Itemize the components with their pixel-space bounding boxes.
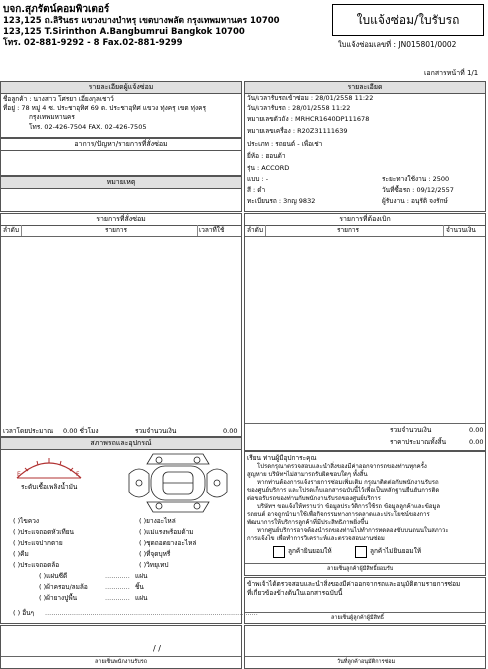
staff-sign-box [0, 625, 242, 669]
confirm-line: ที่เกี่ยวข้องข้างต้นในเอกสารฉบับนี้ [247, 589, 343, 597]
tool-item[interactable]: ( )คีม [13, 550, 29, 558]
tool-item[interactable]: ( )แม่แรงพร้อมด้าม [139, 528, 194, 536]
details-box [244, 81, 486, 212]
fuel-gauge-icon [13, 454, 85, 480]
notice-line: พัฒนาการให้บริการลูกค้าที่มีประสิทธิภาพยิ่งขึ้น [247, 519, 369, 526]
car-model-no: แบบ : - [247, 175, 269, 183]
condition-header: สภาพรถและอุปกรณ์ [1, 438, 241, 450]
customer-name: ชื่อลูกค้า : นางสาว โศรยา เอี่ยงกุลเชาว์ [3, 95, 114, 103]
notice-line: รถยนต์ อาจถูกนำมาใช้เพื่อกิจกรรมทางการตลาดและประโยชน์ของการ [247, 511, 430, 518]
car-diagram-icon [119, 452, 237, 514]
estimate-hours: 0.00 ชั่วโมง [63, 427, 99, 435]
notice-title: เรียน ท่านผู้มีอุปการะคุณ [247, 454, 317, 462]
disagree-checkbox[interactable] [355, 546, 367, 558]
tool-item[interactable]: ( )ชุดถอดยางอะไหล่ [139, 539, 197, 547]
unit-label: ชิ้น [135, 583, 144, 591]
tool-item[interactable]: ( )วิทยุเทป [139, 561, 169, 569]
charge-col-item: รายการ [337, 226, 360, 234]
remark-box [0, 176, 242, 212]
staff-date: / / [153, 644, 161, 653]
chassis-number: หมายเลขตัวถัง : MRHCR1640DP111678 [247, 115, 370, 123]
notice-line: ของศูนย์บริการ และโปรดเก็บเอกสารฉบับนี้ไว้เพื่อเป็นหลักฐานยืนยันการติด [247, 487, 440, 494]
car-mileage: ระยะทางใช้งาน : 2500 [382, 175, 450, 183]
condition-box: สภาพรถและอุปกรณ์ E F ระดับเชื้อเพลิงน้ำมัน ( )ไขควง ( )ประแจถอดหัวเทียน ( )ประแจปากตาย ( )คีม ( )ประแจถอดล้อ ( )แผ่นซีดี ( )ผ้าครอบ/ลมล้อ ( )ผ้ายางปูพื้น ( )ยางอะไหล่ ( )แม่แรงพร้อมด้าม ( )ชุดถอดยางอะไหล่ ( )ที่จุดบุหรี่ ( )วิทยุเทป ............ แผ่น ............ ชิ้น ............ แผ่น ( ) อื่นๆ ....................................................................................................... [0, 437, 242, 624]
company-phone: โทร. 02-881-9292 - 8 Fax.02-881-9299 [3, 38, 183, 48]
customer-address: ที่อยู่ : 78 หมู่ 4 ซ. ประชาอุทิศ 69 ต. ประชาอุทิศ แขวง ทุ่งครุ เขต ทุ่งครุ [3, 104, 206, 112]
svg-text:F: F [76, 471, 80, 478]
customer-header: รายละเอียดผู้แจ้งซ่อม [1, 82, 241, 94]
car-color: สี : ดำ [247, 186, 266, 194]
symptom-header: อาการ/ปัญหา/รายการที่สั่งซ่อม [1, 139, 241, 151]
notice-line: โปรดกรุณาตรวจสอบและนำสิ่งของมีค่าออกจากรถของท่านทุกครั้ง [257, 463, 427, 470]
repair-list-header: รายการที่สั่งซ่อม [1, 214, 241, 226]
charge-list-header: รายการที่ต้องเบิก [245, 214, 485, 226]
charge-list-box [244, 213, 486, 451]
charge-col-amount: จำนวนเงิน [446, 226, 476, 234]
customer-address-city: กรุงเทพมหานคร [29, 113, 75, 121]
repair-col-no: ลำดับ [3, 226, 19, 234]
delivery-date: วัน/เวลารับรถ : 28/01/2558 11:22 [247, 104, 351, 112]
car-model: รุ่น : ACCORD [247, 164, 290, 172]
repair-col-item: รายการ [105, 226, 128, 234]
estimate-time-label: เวลาโดยประมาณ [3, 427, 54, 435]
tool-item[interactable]: ( )ประแจปากตาย [13, 539, 63, 547]
charge-price-value: 0.00 [469, 438, 484, 446]
notice-line: หากท่านต้องการแจ้งรายการซ่อมเพิ่มเติม กรุณาติดต่อกับพนักงานรับรถ [257, 479, 439, 486]
repair-total-value: 0.00 [223, 427, 238, 435]
svg-text:E: E [17, 471, 21, 478]
charge-col-no: ลำดับ [247, 226, 263, 234]
repair-list-box [0, 213, 242, 437]
notice-line: การแจ้งไข เพื่อทำการวิเคราะห์และตรวจสอบงานซ่อม [247, 535, 385, 542]
document-title: ใบแจ้งซ่อม/ใบรับรถ [332, 4, 484, 36]
symptom-box [0, 138, 242, 176]
customer-sign-box [244, 625, 486, 669]
notice-box [244, 451, 486, 576]
other-item[interactable]: ( ) อื่นๆ [13, 609, 35, 617]
notice-line: หากศูนย์บริการอาจต้องนำรถของท่านไปทำการทดลองขับบนถนนในสภาวะ [257, 527, 449, 534]
notice-sign-label: ลายเซ็นลูกค้าผู้มีสิทธิ์ยอมรับ [327, 566, 394, 572]
received-date: วัน/เวลารับรถเข้าซ่อม : 28/01/2558 11:22 [247, 94, 374, 102]
plate-number: ทะเบียนรถ : 3กญ 9832 [247, 197, 316, 205]
car-brand: ยี่ห้อ : ฮอนด้า [247, 152, 286, 160]
notice-line: สูญหาย บริษัทฯไม่สามารถรับผิดชอบใดๆ ทั้งสิ้น [247, 471, 368, 478]
company-address-en: 123,125 T.Sirinthon A.Bangbumrui Bangkok 10700 [3, 27, 245, 37]
company-address-th: 123,125 ถ.ลิรินธร แขวงบางบำหรุ เขตบางพลัด กรุงเทพมหานคร 10700 [3, 16, 280, 26]
disagree-label: ลูกค้าไม่ยินยอมให้ [370, 547, 422, 555]
tool-item[interactable]: ( )แผ่นซีดี [39, 572, 68, 580]
remark-header: หมายเหตุ [1, 177, 241, 189]
document-number: ใบแจ้งซ่อมเลขที่ : JN015801/0002 [338, 40, 457, 49]
confirm-box [244, 577, 486, 624]
details-header: รายละเอียด [245, 82, 485, 94]
tool-item[interactable]: ( )ไขควง [13, 517, 40, 525]
page-number: เอกสารหน้าที่ 1/1 [424, 69, 479, 77]
agree-label: ลูกค้ายินยอมให้ [288, 547, 332, 555]
notice-line: ต่อขอรับรถของท่านกับพนักงานรับรถของศูนย์บริการ [247, 495, 381, 502]
buy-date: วันที่ซื้อรถ : 09/12/2557 [382, 186, 454, 194]
repair-total-label: รวมจำนวนเงิน [135, 427, 177, 435]
staff-sign-label: ลายเซ็นพนักงานรับรถ [95, 659, 148, 665]
tool-item[interactable]: ( )ยางอะไหล่ [139, 517, 176, 525]
unit-label: แผ่น [135, 572, 148, 580]
customer-box [0, 81, 242, 138]
unit-label: แผ่น [135, 594, 148, 602]
confirm-sign-label: ลายเซ็นผู้ลูกค้าผู้มีสิทธิ์ [331, 615, 384, 621]
customer-phone: โทร. 02-426-7504 FAX. 02-426-7505 [29, 123, 147, 131]
repair-col-time: เวลาที่ใช้ [199, 226, 225, 234]
engine-number: หมายเลขเครื่อง : R20Z31111639 [247, 127, 348, 135]
tool-item[interactable]: ( )ผ้าครอบ/ลมล้อ [39, 583, 88, 591]
car-type: ประเภท : รถยนต์ - เพื่อเช่า [247, 140, 323, 148]
receiver-name: ผู้รับงาน : อนุรัติ จงรักษ์ [382, 197, 448, 205]
charge-price-label: ราคาประมาณทั้งสิ้น [390, 438, 447, 446]
confirm-line: ข้าพเจ้าได้ตรวจสอบและนำสิ่งของมีค่าออกจากรถและอนุมัติตามรายการซ่อม [247, 580, 461, 588]
tool-item[interactable]: ( )ที่จุดบุหรี่ [139, 550, 171, 558]
tool-item[interactable]: ( )ผ้ายางปูพื้น [39, 594, 78, 602]
tool-item[interactable]: ( )ประแจถอดหัวเทียน [13, 528, 74, 536]
customer-approve-date-label: วันที่ลูกค้าอนุมัติการซ่อม [337, 659, 396, 665]
charge-total-label: รวมจำนวนเงิน [390, 426, 432, 434]
notice-line: บริษัทฯ ขอแจ้งให้ทราบว่า ข้อมูลประวัติการใช้รถ ข้อมูลลูกค้าและข้อมูล [257, 503, 441, 510]
company-name: บจก.สุภรัตน์คอมพิวเตอร์ [3, 4, 110, 15]
agree-checkbox[interactable] [273, 546, 285, 558]
tool-item[interactable]: ( )ประแจถอดล้อ [13, 561, 60, 569]
charge-total-value: 0.00 [469, 426, 484, 434]
fuel-level-label: ระดับเชื้อเพลิงน้ำมัน [21, 483, 78, 491]
